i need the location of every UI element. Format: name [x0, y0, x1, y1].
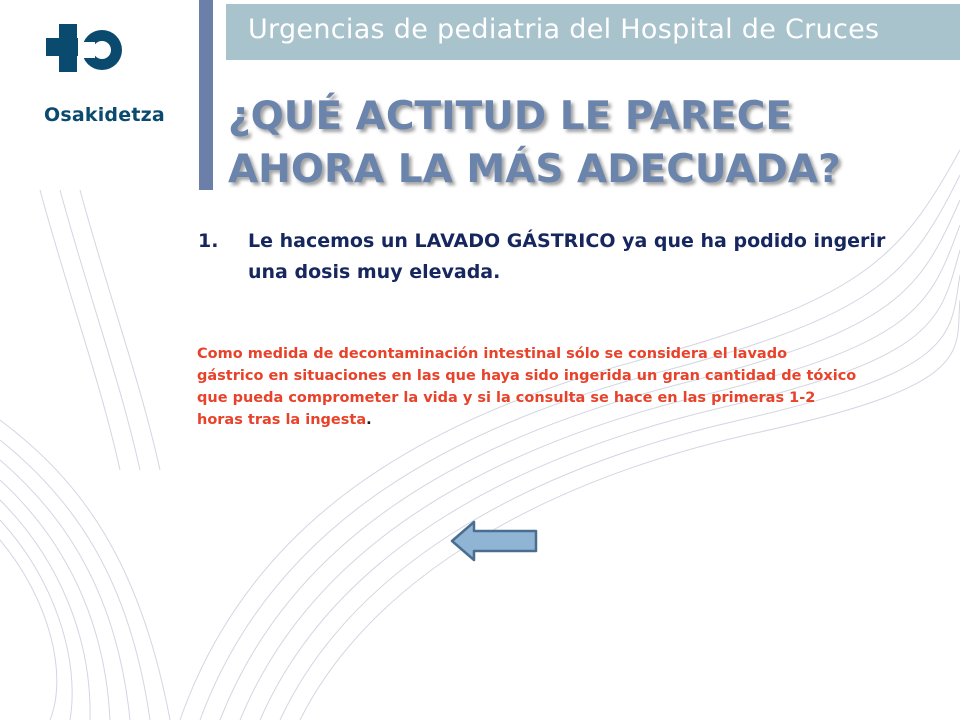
vertical-accent-bar [199, 0, 213, 190]
option-highlight: LAVADO GÁSTRICO [414, 230, 616, 252]
explanation-end: . [366, 412, 372, 428]
option-text [248, 226, 898, 288]
option-number: 1. [198, 230, 219, 252]
explanation-text [197, 343, 857, 431]
header-title: Urgencias de pediatria del Hospital de Cruces [248, 14, 880, 45]
question-line-1: ¿QUÉ ACTITUD LE PARECE [228, 94, 792, 139]
question-heading [228, 90, 948, 196]
left-arrow-icon[interactable] [452, 522, 536, 560]
option-suffix: ya que ha podido ingerir una dosis muy elevada. [248, 230, 886, 283]
osakidetza-cross-logo-icon [46, 16, 126, 96]
option-prefix: Le hacemos un [248, 230, 415, 252]
question-line-2: AHORA LA MÁS ADECUADA? [228, 147, 841, 192]
back-arrow-button[interactable] [450, 520, 540, 562]
answer-option-1 [198, 226, 898, 288]
explanation-body: Como medida de decontaminación intestinal sólo se considera el lavado gástrico en situaciones en las que haya sido ingerida un gran cantidad de tóxico que pueda comprometer la vida y si la consulta se hace en las primeras 1-2 horas tras la ingesta [197, 346, 857, 428]
logo-text: Osakidetza [44, 104, 165, 126]
